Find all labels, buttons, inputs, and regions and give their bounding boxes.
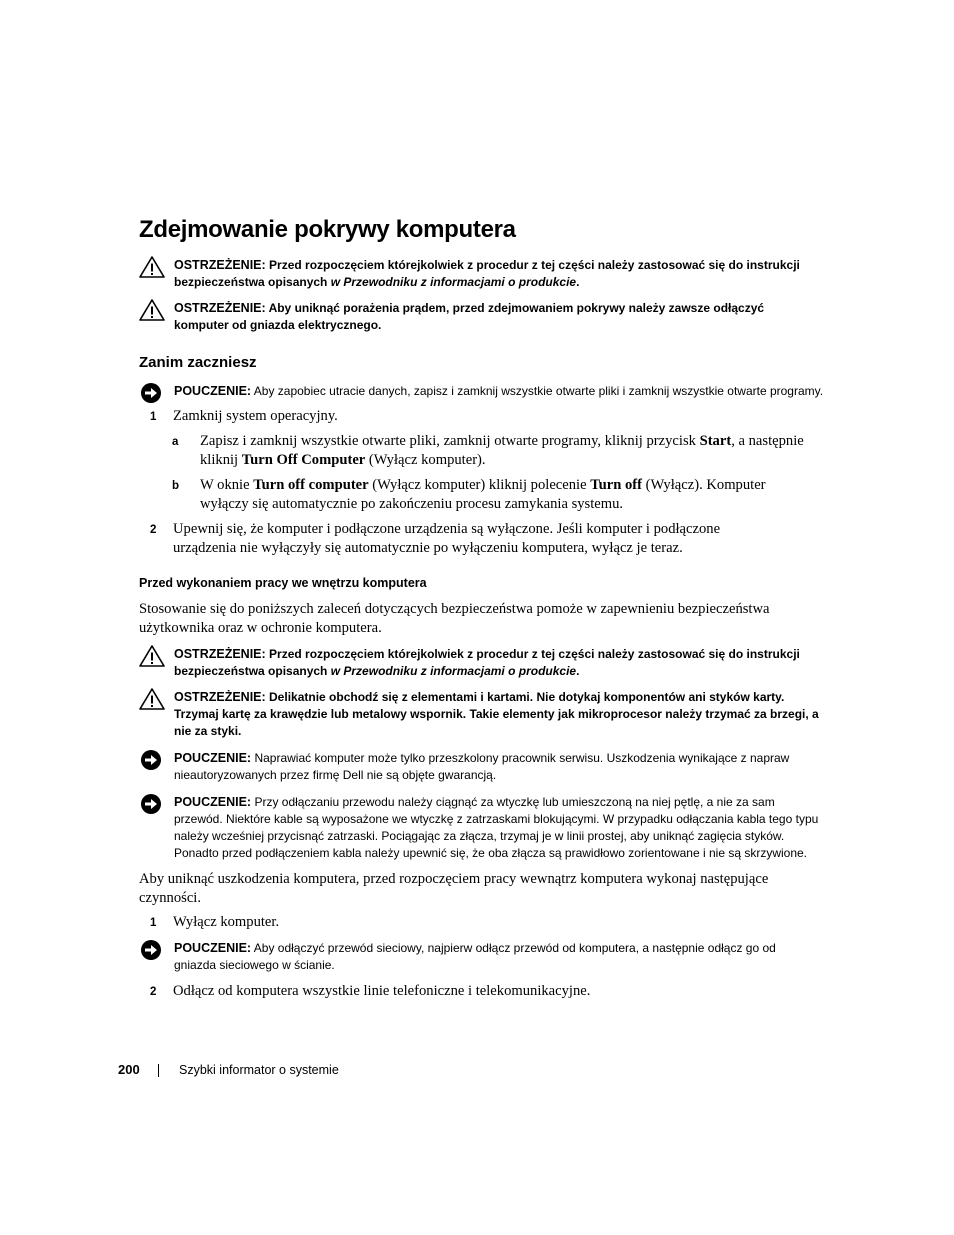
ui-term-turn-off-computer: Turn off computer [253, 477, 369, 493]
warning-text: Przed rozpoczęciem którejkolwiek z procedur z tej części należy zastosować się do instrukcji bezpieczeństwa opisanych [174, 258, 800, 289]
step-number: 1 [150, 411, 157, 423]
warning-text: Aby uniknąć porażenia prądem, przed zdejmowaniem pokrywy należy zawsze odłączyć komputer od gniazda elektrycznego. [174, 301, 765, 332]
warning-note [139, 646, 819, 680]
step-number: 2 [150, 524, 157, 536]
warning-label: OSTRZEŻENIE: [174, 647, 266, 661]
notice-text: Naprawiać komputer może tylko przeszkolony pracownik serwisu. Uszkodzenia wynikające z napraw nieautoryzowanych przez firmę Dell nie są objęte gwarancją. [174, 751, 790, 782]
footer-title: Szybki informator o systemie [179, 1063, 339, 1077]
substep-text: (Wyłącz komputer). [365, 452, 486, 468]
footer-divider [158, 1064, 159, 1077]
warning-note [139, 689, 819, 740]
step-item [150, 407, 830, 426]
warning-text: Delikatnie obchodź się z elementami i kartami. Nie dotykaj komponentów ani styków karty. Trzymaj kartę za krawędzie lub metalowy wspornik. Takie elementy jak mikroprocesor należy trzymać za brzegi, a nie za styki. [174, 690, 819, 738]
substep-text: (Wyłącz). Komputer wyłączy się automatycznie po zakończeniu procesu zamykania systemu. [200, 477, 766, 512]
step-item [150, 982, 830, 1001]
substep-item [172, 432, 812, 470]
notice-text: Aby zapobiec utracie danych, zapisz i zamknij wszystkie otwarte pliki i zamknij wszystkie otwarte programy. [253, 384, 824, 398]
substep-letter: a [172, 436, 179, 448]
substep-text: , a następnie kliknij [200, 433, 804, 468]
step-text: Zamknij system operacyjny. [173, 408, 338, 424]
notice-arrow-icon [139, 793, 165, 815]
substep-item [172, 476, 812, 514]
warning-triangle-icon [139, 688, 165, 710]
substep-text: W oknie [200, 477, 254, 493]
step-item [150, 913, 830, 932]
notice-label: POUCZENIE: [174, 795, 252, 809]
warning-text-italic: w Przewodniku z informacjami o produkcie [330, 275, 577, 289]
warning-label: OSTRZEŻENIE: [174, 258, 266, 272]
step-number: 1 [150, 917, 157, 929]
section-heading: Zanim zaczniesz [139, 354, 257, 371]
ui-term-turn-off-computer: Turn Off Computer [241, 452, 366, 468]
notice-label: POUCZENIE: [174, 751, 252, 765]
warning-label: OSTRZEŻENIE: [174, 301, 266, 315]
notice-text: Przy odłączaniu przewodu należy ciągnąć za wtyczkę lub umieszczoną na niej pętlę, a nie za sam przewód. Niektóre kable są wyposażone we wtyczkę z zatrzaskami blokującymi. W przypadku odłączania kabla tego typu należy wcześniej przycisnąć zatrzaski. Pociągając za złącza, trzymaj je w linii prostej, aby uniknąć zagięcia styków. Ponadto przed podłączeniem kabla należy upewnić się, że oba złącza są prawidłowo zorientowane i nie są skrzywione. [174, 795, 819, 860]
step-number: 2 [150, 986, 157, 998]
notice-arrow-icon [139, 382, 165, 404]
body-paragraph: Aby uniknąć uszkodzenia komputera, przed rozpoczęciem pracy wewnątrz komputera wykonaj następujące czynności. [139, 871, 769, 906]
notice-text: Aby odłączyć przewód sieciowy, najpierw odłącz przewód od komputera, a następnie odłącz go od gniazda sieciowego w ścianie. [174, 941, 776, 972]
warning-text: Przed rozpoczęciem którejkolwiek z procedur z tej części należy zastosować się do instrukcji bezpieczeństwa opisanych [174, 647, 800, 678]
warning-text-end: . [576, 275, 580, 289]
step-text: Odłącz od komputera wszystkie linie telefoniczne i telekomunikacyjne. [173, 983, 591, 999]
notice-arrow-icon [139, 939, 165, 961]
substep-letter: b [172, 480, 180, 492]
notice-note [139, 794, 819, 862]
warning-note [139, 300, 819, 334]
substep-text: Zapisz i zamknij wszystkie otwarte pliki, zamknij otwarte programy, kliknij przycisk [200, 433, 700, 449]
notice-note [139, 750, 819, 784]
warning-text-italic: w Przewodniku z informacjami o produkcie [330, 664, 577, 678]
intro-paragraph: Stosowanie się do poniższych zaleceń dotyczących bezpieczeństwa pomoże w zapewnieniu bezpieczeństwa użytkownika oraz w ochronie komputera. [139, 601, 770, 636]
notice-label: POUCZENIE: [174, 941, 252, 955]
warning-triangle-icon [139, 299, 165, 321]
notice-arrow-icon [139, 749, 165, 771]
ui-term-start: Start [699, 433, 732, 449]
notice-label: POUCZENIE: [174, 384, 252, 398]
warning-text-end: . [576, 664, 580, 678]
notice-note [139, 383, 829, 400]
warning-label: OSTRZEŻENIE: [174, 690, 266, 704]
warning-note [139, 257, 819, 291]
step-item [150, 520, 770, 558]
step-text: Wyłącz komputer. [173, 914, 280, 930]
subsection-heading: Przed wykonaniem pracy we wnętrzu komputera [139, 576, 427, 590]
page-title: Zdejmowanie pokrywy komputera [139, 216, 516, 243]
step-text: Upewnij się, że komputer i podłączone urządzenia są wyłączone. Jeśli komputer i podłączone urządzenia nie wyłączyły się automatycznie po wyłączeniu komputera, wyłącz je teraz. [173, 521, 721, 556]
page-number: 200 [118, 1062, 140, 1077]
notice-note [139, 940, 819, 974]
ui-term-turn-off: Turn off [590, 477, 643, 493]
warning-triangle-icon [139, 645, 165, 667]
warning-triangle-icon [139, 256, 165, 278]
substep-text: (Wyłącz komputer) kliknij polecenie [368, 477, 591, 493]
